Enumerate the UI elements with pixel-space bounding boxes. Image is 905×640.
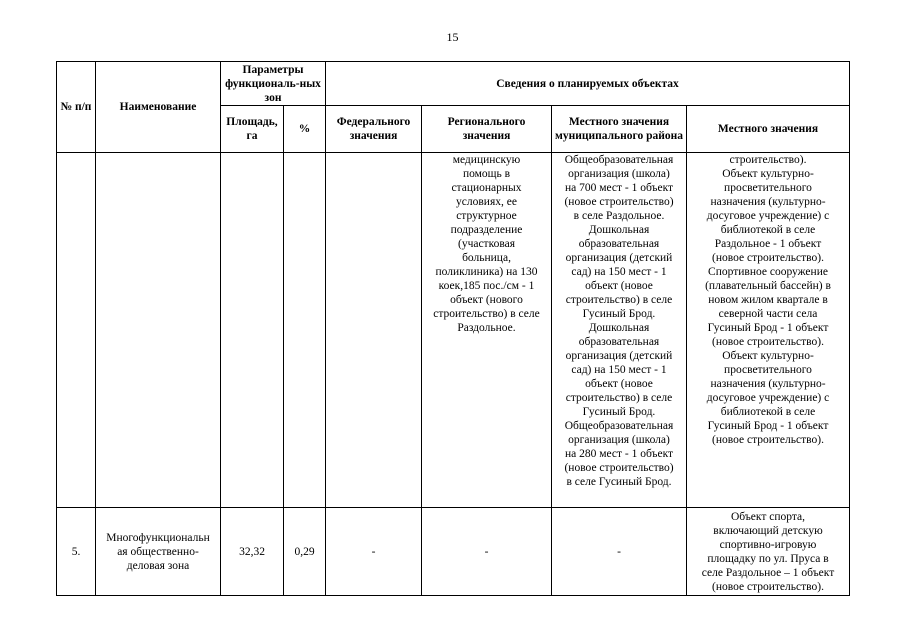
cell-percent: 0,29: [284, 508, 326, 596]
header-num: № п/п: [57, 62, 96, 153]
cell-percent: [284, 153, 326, 508]
cell-area: [221, 153, 284, 508]
header-area: Площадь, га: [221, 106, 284, 153]
cell-municipal-district: -: [552, 508, 687, 596]
table-row-continuation: [57, 153, 850, 508]
cell-num: 5.: [57, 508, 96, 596]
cell-area: 32,32: [221, 508, 284, 596]
header-params-group: Параметры функциональ-ных зон: [221, 62, 326, 106]
page-number: 15: [446, 30, 459, 44]
cell-name: [96, 153, 221, 508]
cell-municipal-district: Общеобразовательная организация (школа) на 700 мест - 1 объект (новое строительство) в селе Раздольное. Дошкольная образовательная организация (детский сад) на 150 мест - 1 объект (новое строительство) в селе Гусиный Брод. Дошкольная образовательная организация (детский сад) на 150 мест - 1 объект (новое строительство) в селе Гусиный Брод. Общеобразовательная организация (школа) на 280 мест - 1 объект (новое строительство) в селе Гусиный Брод.: [552, 153, 687, 508]
cell-local: Объект спорта, включающий детскую спортивно-игровую площадку по ул. Пруса в селе Раздольное – 1 объект (новое строительство).: [687, 508, 850, 596]
header-name: Наименование: [96, 62, 221, 153]
cell-federal: -: [326, 508, 422, 596]
header-percent: %: [284, 106, 326, 153]
header-regional: Регионального значения: [422, 106, 552, 153]
header-municipal-district: Местного значения муниципального района: [552, 106, 687, 153]
header-row-1: [57, 62, 850, 106]
cell-local: строительство). Объект культурно- просветительного назначения (культурно- досуговое учреждение) с библиотекой в селе Раздольное - 1 объект (новое строительство). Спортивное сооружение (плавательный бассейн) в новом жилом квартале в северной части села Гусиный Брод - 1 объект (новое строительство). Объект культурно- просветительного назначения (культурно- досуговое учреждение) с библиотекой в селе Гусиный Брод - 1 объект (новое строительство).: [687, 153, 850, 508]
header-planned-group: Сведения о планируемых объектах: [326, 62, 850, 106]
cell-num: [57, 153, 96, 508]
header-federal: Федерального значения: [326, 106, 422, 153]
cell-name: Многофункциональн ая общественно- деловая зона: [96, 508, 221, 596]
cell-federal: [326, 153, 422, 508]
cell-regional: медицинскую помощь в стационарных условиях, ее структурное подразделение (участковая больница, поликлиника) на 130 коек,185 пос./см - 1 объект (нового строительство) в селе Раздольное.: [422, 153, 552, 508]
header-local: Местного значения: [687, 106, 850, 153]
cell-regional: -: [422, 508, 552, 596]
planned-objects-table: [56, 61, 850, 596]
table-row-5: [57, 508, 850, 596]
